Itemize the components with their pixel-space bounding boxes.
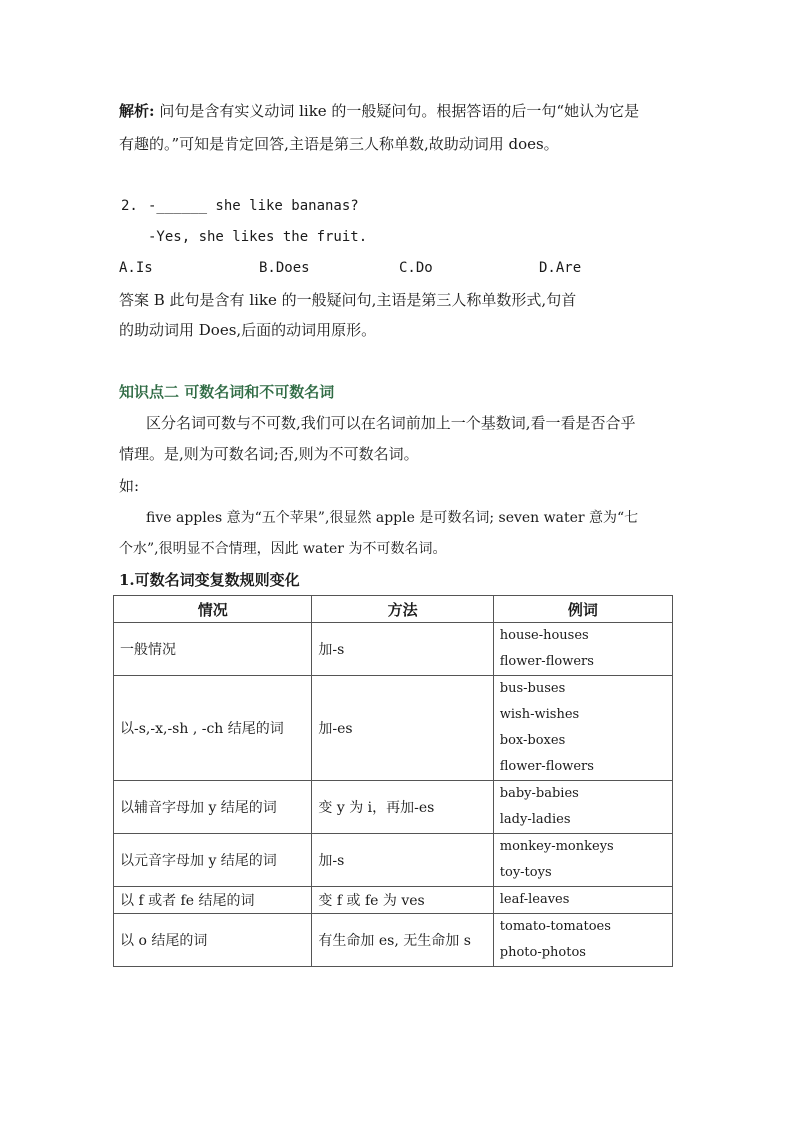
example-word: monkey-monkeys — [499, 839, 614, 854]
answer-line-2: 的助动词用 Does,后面的动词用原形。 — [119, 321, 377, 339]
knowledge-para-line-2: 情理。是,则为可数名词;否,则为不可数名词。 — [119, 445, 419, 463]
method-cell: 加-s — [312, 623, 493, 676]
header-examples: 例词 — [493, 596, 672, 623]
method-cell: 加-es — [312, 676, 493, 781]
analysis-label: 解析: — [119, 102, 155, 120]
example-word: flower-flowers — [499, 759, 594, 774]
examples-cell — [493, 623, 672, 676]
method-cell: 有生命加 es, 无生命加 s — [312, 914, 493, 967]
examples-cell — [493, 781, 672, 834]
example-word: baby-babies — [499, 786, 579, 801]
answer-line-1: 答案 B 此句是含有 like 的一般疑问句,主语是第三人称单数形式,句首 — [119, 291, 577, 309]
case-cell: 以 f 或者 fe 结尾的词 — [114, 887, 312, 914]
examples-cell — [493, 914, 672, 967]
example-word: bus-buses — [499, 681, 566, 696]
plural-rules-table — [113, 595, 673, 967]
table-title: 1.可数名词变复数规则变化 — [119, 571, 300, 589]
example-word: house-houses — [499, 628, 589, 643]
method-cell: 加-s — [312, 834, 493, 887]
case-cell: 以-s,-x,-sh , -ch 结尾的词 — [114, 676, 312, 781]
example-word: flower-flowers — [499, 654, 594, 669]
example-word: lady-ladies — [499, 812, 571, 827]
example-word: box-boxes — [499, 733, 566, 748]
case-cell: 以 o 结尾的词 — [114, 914, 312, 967]
analysis-line-2: 有趣的。”可知是肯定回答,主语是第三人称单数,故助动词用 does。 — [119, 135, 559, 153]
table-row — [114, 781, 673, 834]
question-reply: -Yes, she likes the fruit. — [148, 229, 368, 245]
option-c: C.Do — [399, 260, 433, 276]
case-cell: 一般情况 — [114, 623, 312, 676]
example-word: toy-toys — [499, 865, 552, 880]
table-row — [114, 676, 673, 781]
table-row — [114, 914, 673, 967]
analysis-text-1: 问句是含有实义动词 like 的一般疑问句。根据答语的后一句“她认为它是 — [159, 102, 640, 120]
examples-cell — [493, 676, 672, 781]
analysis-line-1 — [119, 101, 639, 121]
method-cell: 变 y 为 i，再加-es — [312, 781, 493, 834]
method-cell: 变 f 或 fe 为 ves — [312, 887, 493, 914]
table-header-row — [114, 596, 673, 623]
header-case: 情况 — [114, 596, 312, 623]
examples-cell — [493, 834, 672, 887]
table-row — [114, 834, 673, 887]
example-word: tomato-tomatoes — [499, 919, 611, 934]
option-b: B.Does — [259, 260, 310, 276]
option-a: A.Is — [119, 260, 153, 276]
question-prompt: -______ she like bananas? — [148, 198, 359, 214]
question-number: 2. — [121, 198, 138, 214]
option-d: D.Are — [539, 260, 582, 276]
section-heading: 知识点二 可数名词和不可数名词 — [119, 383, 335, 401]
case-cell: 以元音字母加 y 结尾的词 — [114, 834, 312, 887]
examples-cell — [493, 887, 672, 914]
example-line-1: five apples 意为“五个苹果”,很显然 apple 是可数名词; seven water 意为“七 — [146, 510, 639, 526]
case-cell: 以辅音字母加 y 结尾的词 — [114, 781, 312, 834]
header-method: 方法 — [312, 596, 493, 623]
table-row — [114, 623, 673, 676]
example-label: 如: — [119, 477, 140, 495]
table-row — [114, 887, 673, 914]
example-word: wish-wishes — [499, 707, 580, 722]
example-word: leaf-leaves — [499, 892, 570, 907]
knowledge-para-line-1: 区分名词可数与不可数,我们可以在名词前加上一个基数词,看一看是否合乎 — [146, 414, 636, 432]
example-line-2: 个水”,很明显不合情理，因此 water 为不可数名词。 — [119, 541, 447, 557]
example-word: photo-photos — [499, 945, 586, 960]
